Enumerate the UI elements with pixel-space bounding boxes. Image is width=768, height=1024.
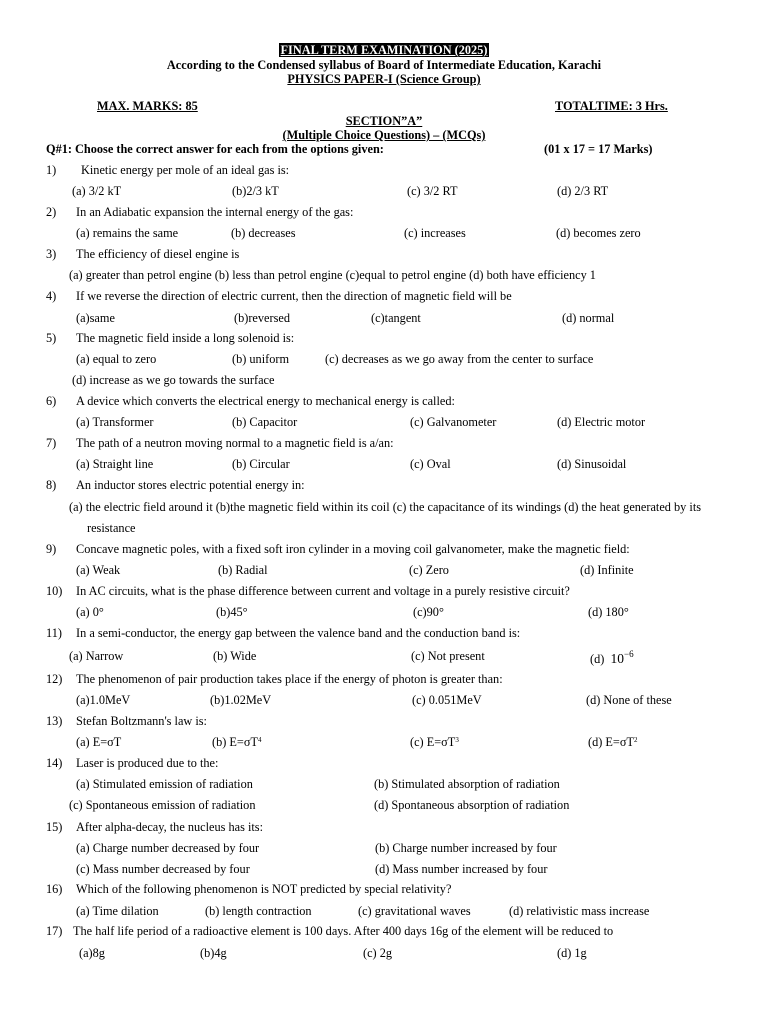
option-b: (b) Charge number increased by four — [375, 841, 557, 855]
option-c: (c) $E=\sigma T^3$ — [410, 735, 459, 749]
option-b: (b)45° — [216, 605, 248, 619]
option-b: (b) uniform — [232, 352, 290, 366]
question-number: 4) — [46, 289, 57, 303]
question-text: Laser is produced due to the: — [76, 756, 219, 770]
option-c: (c) 2g — [363, 946, 393, 960]
options-line: (a) the electric field around it (b)the magnetic field within its coil (c) the capacitance of its windings (d) the heat generated by its — [69, 500, 702, 514]
option-a: (a) Transformer — [76, 415, 154, 429]
section-subtitle: (Multiple Choice Questions) – (MCQs) — [282, 128, 486, 142]
marks-scheme: (01 x 17 = 17 Marks) — [544, 142, 653, 156]
option-d: (d) $10^{-6}$ — [590, 649, 634, 666]
option-a: (a) equal to zero — [76, 352, 157, 366]
option-c: (c) increases — [404, 226, 466, 240]
option-a: (a) remains the same — [76, 226, 179, 240]
option-d: (d) 1g — [557, 946, 587, 960]
option-c: (c) 3/2 RT — [407, 184, 458, 198]
question-text: In a semi-conductor, the energy gap between the valence band and the conduction band is: — [76, 626, 521, 640]
option-c: (c) Galvanometer — [410, 415, 497, 429]
question-text: Concave magnetic poles, with a fixed soft iron cylinder in a moving coil galvanometer, make the magnetic field: — [76, 542, 630, 556]
option-b: (b) Stimulated absorption of radiation — [374, 777, 560, 791]
question-number: 7) — [46, 436, 57, 450]
option-c: (c) decreases as we go away from the center to surface — [325, 352, 594, 366]
option-b: (b) Wide — [213, 649, 257, 663]
option-b: (b) Circular — [232, 457, 290, 471]
question-number: 3) — [46, 247, 57, 261]
question-number: 6) — [46, 394, 57, 408]
option-d: (d) Sinusoidal — [557, 457, 627, 471]
question-text: Which of the following phenomenon is NOT predicted by special relativity? — [76, 882, 452, 896]
question-text: Stefan Boltzmann's law is: — [76, 714, 207, 728]
option-d: (d) increase as we go towards the surface — [72, 373, 275, 387]
option-a: (a) 3/2 kT — [72, 184, 122, 198]
question-text: Kinetic energy per mole of an ideal gas is: — [81, 163, 290, 177]
question-number: 9) — [46, 542, 57, 556]
option-b: (b) decreases — [231, 226, 296, 240]
option-b: (b) length contraction — [205, 904, 312, 918]
question-number: 5) — [46, 331, 57, 345]
option-a: (a)1.0MeV — [76, 693, 131, 707]
question-text: A device which converts the electrical energy to mechanical energy is called: — [76, 394, 455, 408]
option-d: (d) relativistic mass increase — [509, 904, 650, 918]
options-line: (a) greater than petrol engine (b) less than petrol engine (c)equal to petrol engine (d) both have efficiency 1 — [69, 268, 596, 282]
option-a: (a)8g — [79, 946, 105, 960]
option-d: (d) Mass number increased by four — [375, 862, 548, 876]
question-text: The phenomenon of pair production takes place if the energy of photon is greater than: — [76, 672, 503, 686]
question-text: The half life period of a radioactive element is 100 days. After 400 days 16g of the element will be reduced to — [73, 924, 614, 938]
question-number: 12) — [46, 672, 63, 686]
question-number: 10) — [46, 584, 63, 598]
option-c: (c) Spontaneous emission of radiation — [69, 798, 256, 812]
question-text: The magnetic field inside a long solenoid is: — [76, 331, 295, 345]
section-title: SECTION”A” — [345, 114, 423, 128]
option-d: (d) 2/3 RT — [557, 184, 609, 198]
question-text: In an Adiabatic expansion the internal energy of the gas: — [76, 205, 354, 219]
option-a: (a)same — [76, 311, 115, 325]
question-text: The efficiency of diesel engine is — [76, 247, 240, 261]
question-number: 1) — [46, 163, 57, 177]
option-b: (b)reversed — [234, 311, 290, 325]
option-c: (c)tangent — [371, 311, 421, 325]
question-number: 2) — [46, 205, 57, 219]
question-number: 14) — [46, 756, 63, 770]
option-a: (a) Straight line — [76, 457, 154, 471]
paper-name: PHYSICS PAPER-I (Science Group) — [287, 72, 481, 86]
option-b: (b) $E=\sigma T^4$ — [212, 735, 262, 749]
option-d: (d) Infinite — [580, 563, 634, 577]
option-c: (c) Zero — [409, 563, 449, 577]
option-c: (c) Not present — [411, 649, 485, 663]
exam-subtitle: According to the Condensed syllabus of Board of Intermediate Education, Karachi — [166, 58, 602, 72]
question-text: If we reverse the direction of electric current, then the direction of magnetic field will be — [76, 289, 512, 303]
option-a: (a) E=σT — [76, 735, 122, 749]
question-number: 13) — [46, 714, 63, 728]
option-a: (a) 0° — [76, 605, 104, 619]
question-text: The path of a neutron moving normal to a magnetic field is a/an: — [76, 436, 394, 450]
option-b: (b) Capacitor — [232, 415, 298, 429]
option-a: (a) Time dilation — [76, 904, 159, 918]
option-c: (c)90° — [413, 605, 444, 619]
option-a: (a) Charge number decreased by four — [76, 841, 260, 855]
option-b: (b)4g — [200, 946, 227, 960]
question-number: 15) — [46, 820, 63, 834]
option-c: (c) Oval — [410, 457, 451, 471]
question-text: In AC circuits, what is the phase difference between current and voltage in a purely resistive circuit? — [76, 584, 570, 598]
option-d: (d) Spontaneous absorption of radiation — [374, 798, 570, 812]
option-d: (d) 180° — [588, 605, 629, 619]
total-time: TOTALTIME: 3 Hrs. — [555, 99, 668, 113]
option-a: (a) Weak — [76, 563, 121, 577]
option-c: (c) Mass number decreased by four — [76, 862, 250, 876]
option-d: (d) $E=\sigma T^2$ — [588, 735, 638, 749]
exam-title: FINAL TERM EXAMINATION (2025) — [280, 43, 488, 57]
question-number: 8) — [46, 478, 57, 492]
question-text: After alpha-decay, the nucleus has its: — [76, 820, 263, 834]
option-d: (d) normal — [562, 311, 615, 325]
question-number: 17) — [46, 924, 63, 938]
option-a: (a) Narrow — [69, 649, 124, 663]
question-text: An inductor stores electric potential energy in: — [76, 478, 305, 492]
option-a: (a) Stimulated emission of radiation — [76, 777, 253, 791]
option-d: (d) Electric motor — [557, 415, 646, 429]
option-b: (b)2/3 kT — [232, 184, 279, 198]
option-b: (b)1.02MeV — [210, 693, 272, 707]
max-marks: MAX. MARKS: 85 — [97, 99, 198, 113]
option-b: (b) Radial — [218, 563, 268, 577]
instruction: Q#1: Choose the correct answer for each from the options given: — [46, 142, 384, 156]
option-d: (d) becomes zero — [556, 226, 641, 240]
question-number: 11) — [46, 626, 62, 640]
option-d: (d) None of these — [586, 693, 672, 707]
option-c: (c) gravitational waves — [358, 904, 471, 918]
option-c: (c) 0.051MeV — [412, 693, 482, 707]
question-number: 16) — [46, 882, 63, 896]
options-line-continued: resistance — [87, 521, 136, 535]
